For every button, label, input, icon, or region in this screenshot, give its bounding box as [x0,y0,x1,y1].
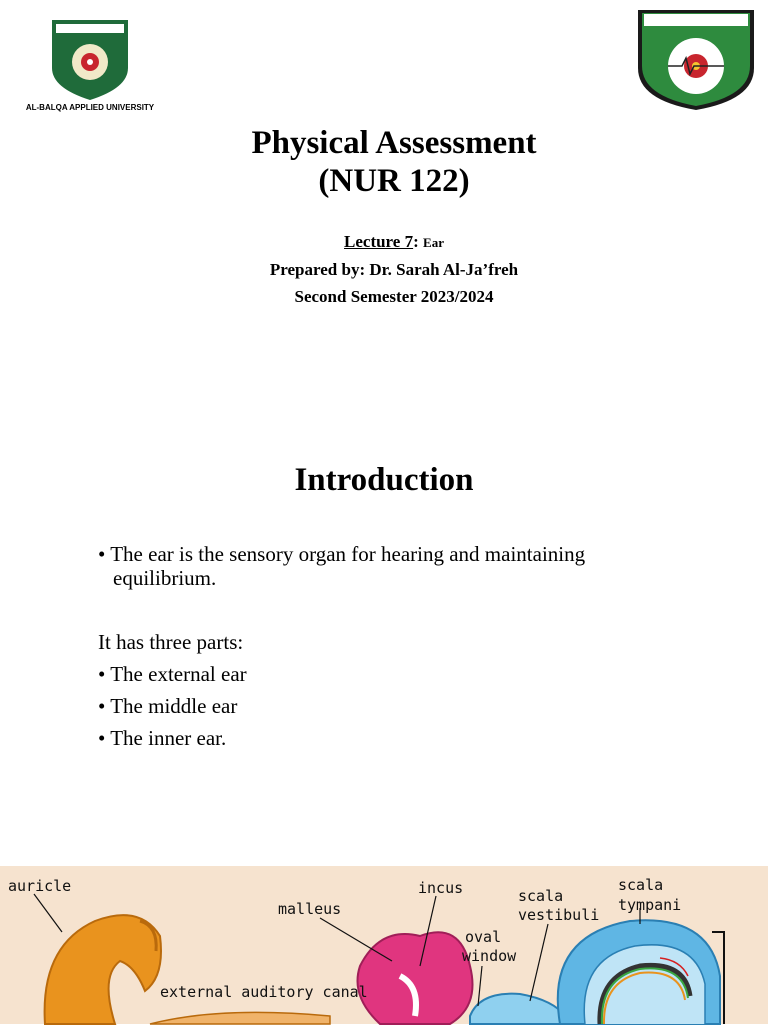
bullet-line-1: • The ear is the sensory organ for hearing and maintaining [98,542,585,566]
label-scala-vestibuli-2: vestibuli [518,906,600,924]
bullet-line-2: equilibrium. [113,566,217,590]
label-incus: incus [418,879,464,897]
title-line-1: Physical Assessment [251,125,537,161]
label-external-auditory-canal: external auditory canal [160,983,368,1001]
lecture-label: Lecture 7 [344,232,414,251]
part-item: • The inner ear. [98,726,247,750]
semester: Second Semester 2023/2024 [294,287,494,306]
intro-heading: Introduction [294,462,474,498]
faculty-of-nursing-logo [634,8,758,112]
label-scala-vestibuli-1: scala [518,887,564,905]
university-logo [25,18,155,113]
part-item: • The external ear [98,662,247,686]
title-line-2: (NUR 122) [318,163,470,199]
lecture-line: Lecture 7: Ear [344,232,444,251]
label-oval-window-2: window [462,947,517,965]
bullet-definition [98,542,585,590]
part-item: • The middle ear [98,694,247,718]
introduction-slide [0,430,768,866]
ear-diagram [0,866,768,1024]
label-malleus: malleus [278,900,342,918]
label-scala-tympani-2: tympani [618,896,682,914]
lecture-info [10,228,778,310]
label-auricle: auricle [8,877,72,895]
course-title [10,124,778,200]
parts-intro: It has three parts: [98,630,244,654]
ear-anatomy-slide [0,866,768,1024]
ear-canal-shape [150,1012,330,1024]
parts-list [98,630,247,750]
logo-caption: AL-BALQA APPLIED UNIVERSITY [25,103,155,112]
prepared-by: Prepared by: Dr. Sarah Al-Ja’freh [269,260,519,279]
label-scala-tympani-1: scala [618,876,664,894]
label-oval-window-1: oval [465,928,502,946]
lecture-topic: Ear [423,235,444,250]
title-slide [0,0,768,430]
